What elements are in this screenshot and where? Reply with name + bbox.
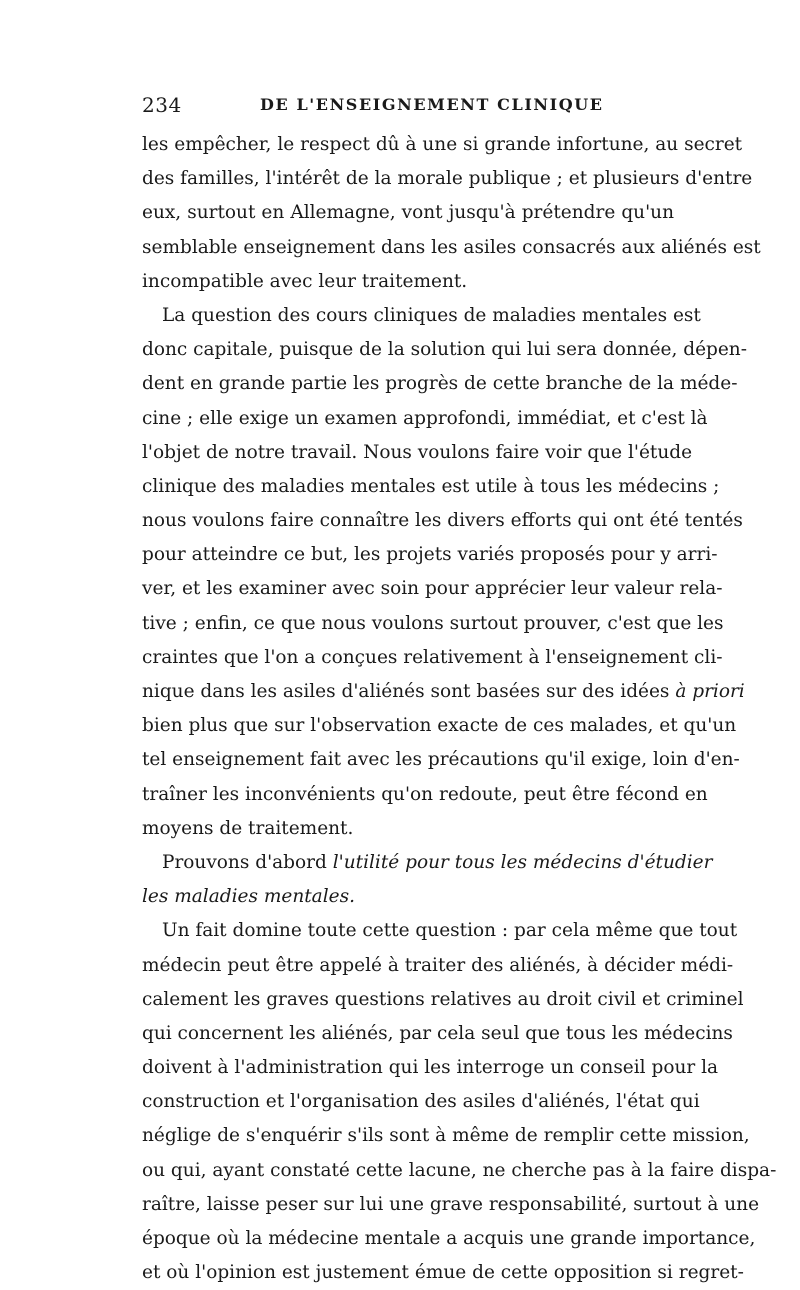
text-line: des familles, l'intérêt de la morale publique ; et plusieurs d'entre: [142, 168, 753, 190]
text-line: ver, et les examiner avec soin pour apprécier leur valeur rela-: [142, 578, 723, 600]
text-line: craintes que l'on a conçues relativement à l'enseignement cli-: [142, 646, 723, 668]
text-line: doivent à l'administration qui les interroge un conseil pour la: [142, 1057, 719, 1079]
text-line: La question des cours cliniques de maladies mentales est: [162, 304, 701, 326]
text-line: Un fait domine toute cette question : par cela même que tout: [162, 920, 738, 942]
text-line: les maladies mentales.: [142, 886, 355, 908]
text-line: et où l'opinion est justement émue de cette opposition si regret-: [142, 1262, 744, 1284]
running-title: DE L'ENSEIGNEMENT CLINIQUE: [260, 95, 604, 114]
text-line: ou qui, ayant constaté cette lacune, ne cherche pas à la faire dispa-: [142, 1159, 777, 1181]
text-line: nous voulons faire connaître les divers efforts qui ont été tentés: [142, 510, 743, 532]
text-line: clinique des maladies mentales est utile à tous les médecins ;: [142, 475, 720, 497]
page-header: [142, 93, 682, 123]
text-line: [142, 846, 713, 880]
text-line: les empêcher, le respect dû à une si grande infortune, au secret: [142, 134, 743, 155]
text-line: dent en grande partie les progrès de cette branche de la méde-: [142, 373, 738, 395]
line-text: nique dans les asiles d'aliénés sont basées sur des idées: [142, 681, 670, 702]
text-line: eux, surtout en Allemagne, vont jusqu'à prétendre qu'un: [142, 202, 674, 224]
text-line: qui concernent les aliénés, par cela seul que tous les médecins: [142, 1022, 733, 1044]
text-line: tel enseignement fait avec les précautions qu'il exige, loin d'en-: [142, 749, 740, 771]
page-number: 234: [142, 93, 182, 117]
body-text: [142, 128, 777, 1290]
text-line: moyens de traitement.: [142, 817, 354, 839]
text-line: calement les graves questions relatives au droit civil et criminel: [142, 988, 744, 1010]
line-text: Prouvons d'abord: [162, 851, 327, 873]
text-line: donc capitale, puisque de la solution qui lui sera donnée, dépen-: [142, 339, 747, 361]
text-line: cine ; elle exige un examen approfondi, immédiat, et c'est là: [142, 407, 708, 429]
italic-phrase: à priori: [675, 681, 745, 702]
text-line: médecin peut être appelé à traiter des aliénés, à décider médi-: [142, 954, 734, 976]
text-line: traîner les inconvénients qu'on redoute, peut être fécond en: [142, 783, 708, 805]
text-line: pour atteindre ce but, les projets variés proposés pour y arri-: [142, 544, 718, 566]
text-line: époque où la médecine mentale a acquis une grande importance,: [142, 1228, 756, 1249]
text-line: [142, 675, 745, 709]
text-line: semblable enseignement dans les asiles consacrés aux aliénés est: [142, 236, 761, 258]
text-line: construction et l'organisation des asiles d'aliénés, l'état qui: [142, 1091, 700, 1113]
text-line: bien plus que sur l'observation exacte de ces malades, et qu'un: [142, 715, 737, 737]
text-line: raître, laisse peser sur lui une grave responsabilité, surtout à une: [142, 1193, 760, 1215]
text-line: tive ; enfin, ce que nous voulons surtout prouver, c'est que les: [142, 612, 724, 634]
text-line: néglige de s'enquérir s'ils sont à même de remplir cette mission,: [142, 1125, 750, 1147]
text-line: l'objet de notre travail. Nous voulons faire voir que l'étude: [142, 441, 693, 463]
italic-phrase: l'utilité pour tous les médecins d'étudier: [332, 851, 713, 873]
text-line: incompatible avec leur traitement.: [142, 270, 468, 292]
